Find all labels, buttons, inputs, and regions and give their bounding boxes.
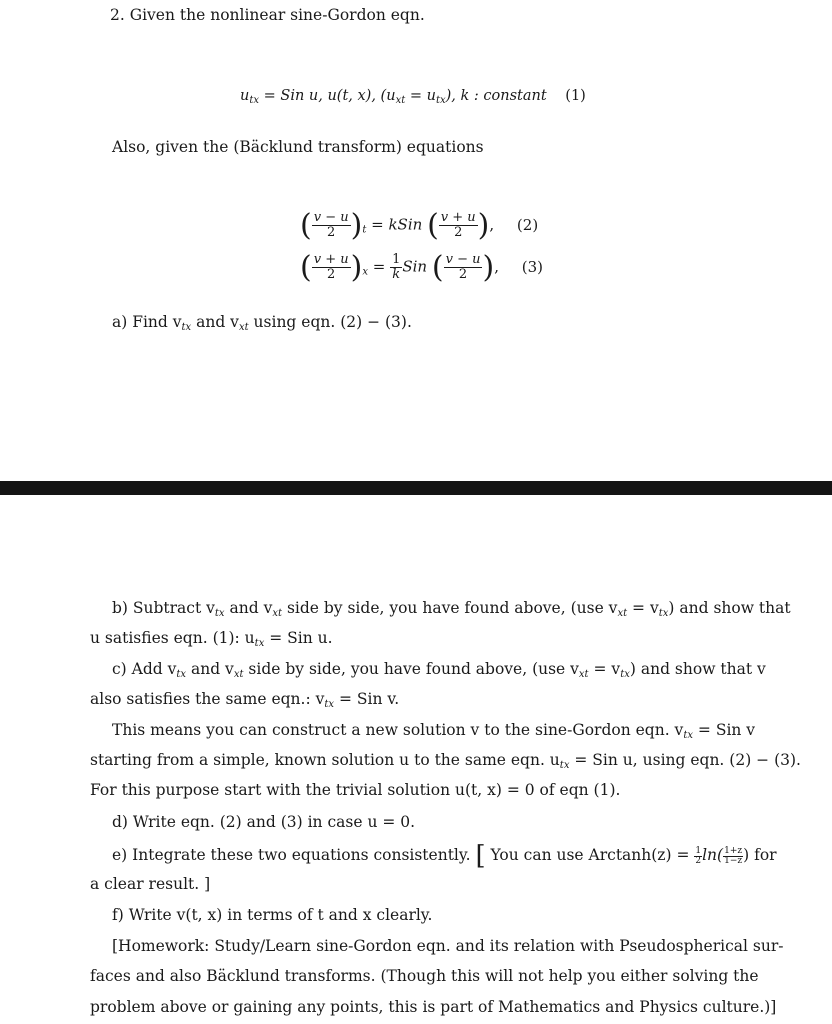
equation-number-3: (3) <box>521 257 543 276</box>
part-b-line-2: u satisfies eqn. (1): $u_{tx}$ = Sin u. <box>90 629 333 649</box>
equation-2: ( $\frac{v - u}{2}$ )$_t$ = kSin ( $\frac{v + u}{2}$ ), (2) <box>300 208 539 243</box>
part-d: d) Write eqn. (2) and (3) in case u = 0. <box>112 813 416 831</box>
equation-number-2: (2) <box>516 215 539 234</box>
page-divider <box>0 481 832 495</box>
problem-heading: 2. Given the nonlinear sine-Gordon eqn. <box>110 6 425 24</box>
equation-3: ( $\frac{v + u}{2}$ )$_x$ = $\frac{1}{k}$ Sin ( $\frac{v - u}{2}$ ), (3) <box>300 250 543 285</box>
paragraph-line-1: This means you can construct a new solution v to the sine-Gordon eqn. $v_{tx}$ = Sin v <box>112 721 756 741</box>
backlund-intro: Also, given the (Bäcklund transform) equations <box>112 138 484 156</box>
equation-1: $u_{tx}$ = Sin u, u(t, x), $(u_{xt} = u_{tx})$, k : constant (1) <box>240 88 586 106</box>
part-c-line-2: also satisfies the same eqn.: $v_{tx}$ = Sin v. <box>90 690 400 710</box>
part-f: f) Write v(t, x) in terms of t and x clearly. <box>112 906 433 924</box>
part-e-line-1: e) Integrate these two equations consistently. [ You can use Arctanh(z) = $\frac{1}{2}$ ln( $\frac{1+z}{1-z}$ ) for <box>112 841 777 871</box>
part-a: a) Find $v_{tx}$ and $v_{xt}$ using eqn. (2) − (3). <box>112 313 412 333</box>
part-b-line-1: b) Subtract $v_{tx}$ and $v_{xt}$ side by side, you have found above, (use $v_{xt} = v_{tx}$) and show that <box>112 599 791 619</box>
homework-line-2: faces and also Bäcklund transforms. (Though this will not help you either solving the <box>90 967 759 985</box>
part-e-line-2: a clear result. ] <box>90 875 211 893</box>
homework-line-1: [Homework: Study/Learn sine-Gordon eqn. and its relation with Pseudospherical sur- <box>112 937 784 955</box>
part-c-line-1: c) Add $v_{tx}$ and $v_{xt}$ side by side, you have found above, (use $v_{xt} = v_{tx}$) and show that v <box>112 660 766 680</box>
equation-number-1: (1) <box>565 88 586 104</box>
upper-page <box>0 0 832 480</box>
homework-line-3: problem above or gaining any points, this is part of Mathematics and Physics culture.)] <box>90 998 777 1016</box>
paragraph-line-2: starting from a simple, known solution u to the same eqn. $u_{tx}$ = Sin u, using eqn. (2) − (3). <box>90 751 801 771</box>
paragraph-line-3: For this purpose start with the trivial solution u(t, x) = 0 of eqn (1). <box>90 781 621 799</box>
lower-page <box>0 495 832 1024</box>
